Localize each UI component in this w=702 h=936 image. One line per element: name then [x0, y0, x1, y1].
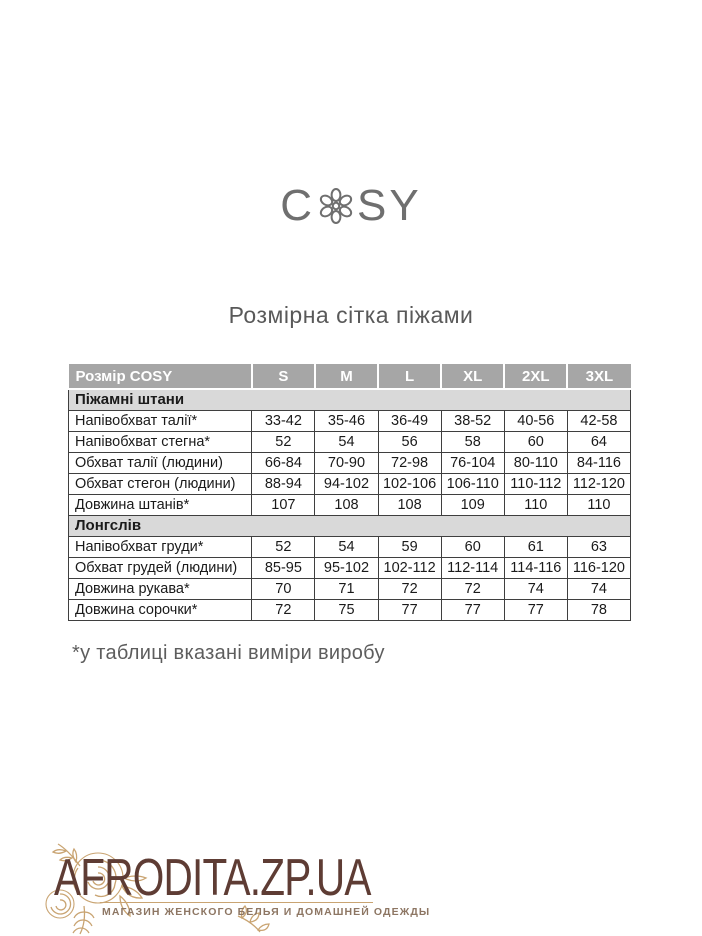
size-cell: 54 [315, 536, 378, 557]
size-cell: 88-94 [252, 473, 315, 494]
table-row [69, 578, 631, 599]
row-label: Напівобхват груди* [69, 536, 252, 557]
size-cell: 78 [567, 599, 630, 620]
section-title: Піжамні штани [69, 389, 631, 410]
size-cell: 110-112 [504, 473, 567, 494]
table-row [69, 557, 631, 578]
size-cell: 70 [252, 578, 315, 599]
table-row [69, 473, 631, 494]
table-row [69, 410, 631, 431]
size-cell: 52 [252, 431, 315, 452]
size-cell: 70-90 [315, 452, 378, 473]
row-label: Довжина сорочки* [69, 599, 252, 620]
size-cell: 116-120 [567, 557, 630, 578]
section-row-pants [69, 389, 631, 410]
store-tagline: МАГАЗИН ЖЕНСКОГО БЕЛЬЯ И ДОМАШНЕЙ ОДЕЖДЫ [102, 906, 431, 918]
store-logo-divider [100, 902, 373, 903]
header-cell-size: L [378, 364, 441, 389]
cosy-logo-left: C [280, 181, 316, 230]
size-cell: 59 [378, 536, 441, 557]
size-cell: 77 [504, 599, 567, 620]
size-cell: 64 [567, 431, 630, 452]
row-label: Довжина рукава* [69, 578, 252, 599]
size-cell: 109 [441, 494, 504, 515]
size-cell: 33-42 [252, 410, 315, 431]
size-cell: 71 [315, 578, 378, 599]
table-row [69, 599, 631, 620]
size-cell: 114-116 [504, 557, 567, 578]
row-label: Обхват стегон (людини) [69, 473, 252, 494]
size-cell: 58 [441, 431, 504, 452]
header-cell-size: 3XL [567, 364, 630, 389]
size-cell: 36-49 [378, 410, 441, 431]
row-label: Напівобхват стегна* [69, 431, 252, 452]
header-cell-size: 2XL [504, 364, 567, 389]
size-cell: 76-104 [441, 452, 504, 473]
size-cell: 108 [378, 494, 441, 515]
size-cell: 102-106 [378, 473, 441, 494]
flower-icon [317, 188, 355, 224]
size-cell: 60 [441, 536, 504, 557]
size-cell: 72 [441, 578, 504, 599]
size-cell: 40-56 [504, 410, 567, 431]
store-brand-title: AFRODITA.ZP.UA [54, 849, 371, 907]
size-cell: 75 [315, 599, 378, 620]
table-header-row [69, 364, 631, 389]
size-cell: 74 [504, 578, 567, 599]
size-cell: 77 [378, 599, 441, 620]
row-label: Напівобхват талії* [69, 410, 252, 431]
size-cell: 107 [252, 494, 315, 515]
size-cell: 54 [315, 431, 378, 452]
table-row [69, 494, 631, 515]
header-cell-size: M [315, 364, 378, 389]
page-title: Розмірна сітка піжами [228, 302, 474, 328]
header-cell-size: XL [441, 364, 504, 389]
size-cell: 77 [441, 599, 504, 620]
size-cell: 110 [567, 494, 630, 515]
size-cell: 112-114 [441, 557, 504, 578]
size-cell: 72-98 [378, 452, 441, 473]
size-cell: 72 [378, 578, 441, 599]
size-cell: 94-102 [315, 473, 378, 494]
section-row-longsleeve [69, 515, 631, 536]
row-label: Обхват талії (людини) [69, 452, 252, 473]
size-cell: 110 [504, 494, 567, 515]
header-cell-label: Розмір COSY [69, 364, 252, 389]
header-cell-size: S [252, 364, 315, 389]
size-cell: 74 [567, 578, 630, 599]
table-row [69, 431, 631, 452]
cosy-logo [0, 181, 702, 230]
size-cell: 108 [315, 494, 378, 515]
size-cell: 42-58 [567, 410, 630, 431]
size-table [68, 364, 631, 621]
row-label: Довжина штанів* [69, 494, 252, 515]
size-cell: 95-102 [315, 557, 378, 578]
size-cell: 60 [504, 431, 567, 452]
size-cell: 63 [567, 536, 630, 557]
size-cell: 52 [252, 536, 315, 557]
size-cell: 85-95 [252, 557, 315, 578]
size-cell: 56 [378, 431, 441, 452]
size-cell: 102-112 [378, 557, 441, 578]
size-cell: 84-116 [567, 452, 630, 473]
size-cell: 35-46 [315, 410, 378, 431]
size-cell: 66-84 [252, 452, 315, 473]
size-cell: 80-110 [504, 452, 567, 473]
size-cell: 106-110 [441, 473, 504, 494]
size-cell: 72 [252, 599, 315, 620]
size-cell: 61 [504, 536, 567, 557]
cosy-logo-right: SY [357, 181, 422, 230]
section-title: Лонгслів [69, 515, 631, 536]
table-row [69, 452, 631, 473]
row-label: Обхват грудей (людини) [69, 557, 252, 578]
store-logo [28, 840, 431, 936]
table-row [69, 536, 631, 557]
size-cell: 38-52 [441, 410, 504, 431]
footnote: *у таблиці вказані виміри виробу [72, 642, 385, 664]
size-cell: 112-120 [567, 473, 630, 494]
